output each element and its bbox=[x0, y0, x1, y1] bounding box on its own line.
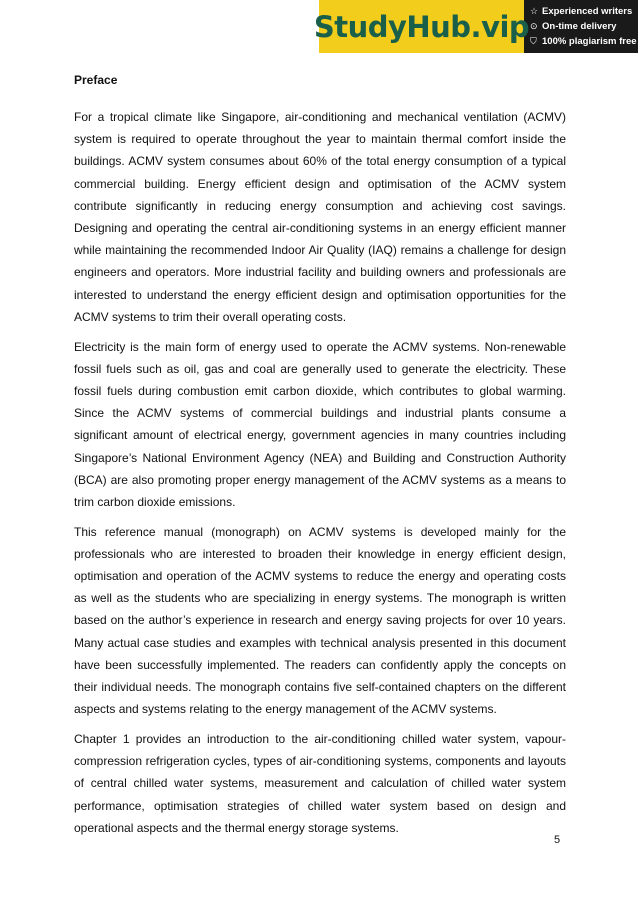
feature-label: On-time delivery bbox=[542, 21, 617, 32]
studyhub-banner[interactable] bbox=[313, 0, 638, 53]
banner-features bbox=[524, 0, 638, 53]
page-number: 5 bbox=[554, 834, 561, 846]
feature-label: 100% plagiarism free bbox=[542, 36, 637, 47]
document-body bbox=[74, 72, 566, 847]
feature-on-time-delivery bbox=[530, 19, 638, 34]
paragraph-1: For a tropical climate like Singapore, air-conditioning and mechanical ventilation (ACMV) system is required to operate throughout the year to maintain thermal comfort inside the buildings. ACMV system consumes about 60% of the total energy consumption of a typical commercial building. Energy efficient design and optimisation of the ACMV system contribute significantly in reducing energy consumption and achieving cost savings. Designing and operating the central air-conditioning systems in an energy efficient manner while maintaining the recommended Indoor Air Quality (IAQ) remains a challenge for design engineers and operators. More industrial facility and building owners and professionals are interested to understand the energy efficient design and optimisation opportunities for the ACMV systems to trim their overall operating costs. bbox=[74, 110, 566, 324]
page-title: Preface bbox=[74, 73, 118, 87]
feature-label: Experienced writers bbox=[542, 6, 633, 17]
paragraph-3: This reference manual (monograph) on ACMV systems is developed mainly for the professionals who are interested to broaden their knowledge in energy efficient design, optimisation and operation of the ACMV systems to reduce the energy and operating costs as well as the students who are specializing in energy systems. The monograph is written based on the author’s experience in research and energy saving projects for over 10 years. Many actual case studies and examples with technical analysis presented in this document have been successfully implemented. The readers can confidently apply the concepts on their individual needs. The monograph contains five self-contained chapters on the different aspects and systems relating to the energy management of the ACMV systems. bbox=[74, 524, 566, 717]
paragraph-2: Electricity is the main form of energy used to operate the ACMV systems. Non-renewable fossil fuels such as oil, gas and coal are generally used to generate the electricity. These fossil fuels during combustion emit carbon dioxide, which contributes to global warming. Since the ACMV systems of commercial buildings and industrial plants consume a significant amount of electrical energy, government agencies in many countries including Singapore’s National Environment Agency (NEA) and Building and Construction Authority (BCA) are also promoting proper energy management of the ACMV systems as a means to trim carbon dioxide emissions. bbox=[74, 339, 566, 509]
studyhub-logo[interactable]: StudyHub.vip bbox=[319, 0, 524, 53]
feature-plagiarism-free bbox=[530, 34, 638, 49]
shield-icon: ⛉ bbox=[530, 36, 537, 46]
clock-icon: ⊙ bbox=[530, 21, 538, 31]
star-icon: ☆ bbox=[530, 6, 539, 16]
feature-experienced-writers bbox=[530, 4, 638, 19]
paragraph-4: Chapter 1 provides an introduction to the air-conditioning chilled water system, vapour-compression refrigeration cycles, types of air-conditioning systems, components and layouts of central chilled water systems, measurement and calculation of chilled water system performance, optimisation strategies of chilled water system based on design and operational aspects and the thermal energy storage systems. bbox=[74, 731, 566, 835]
